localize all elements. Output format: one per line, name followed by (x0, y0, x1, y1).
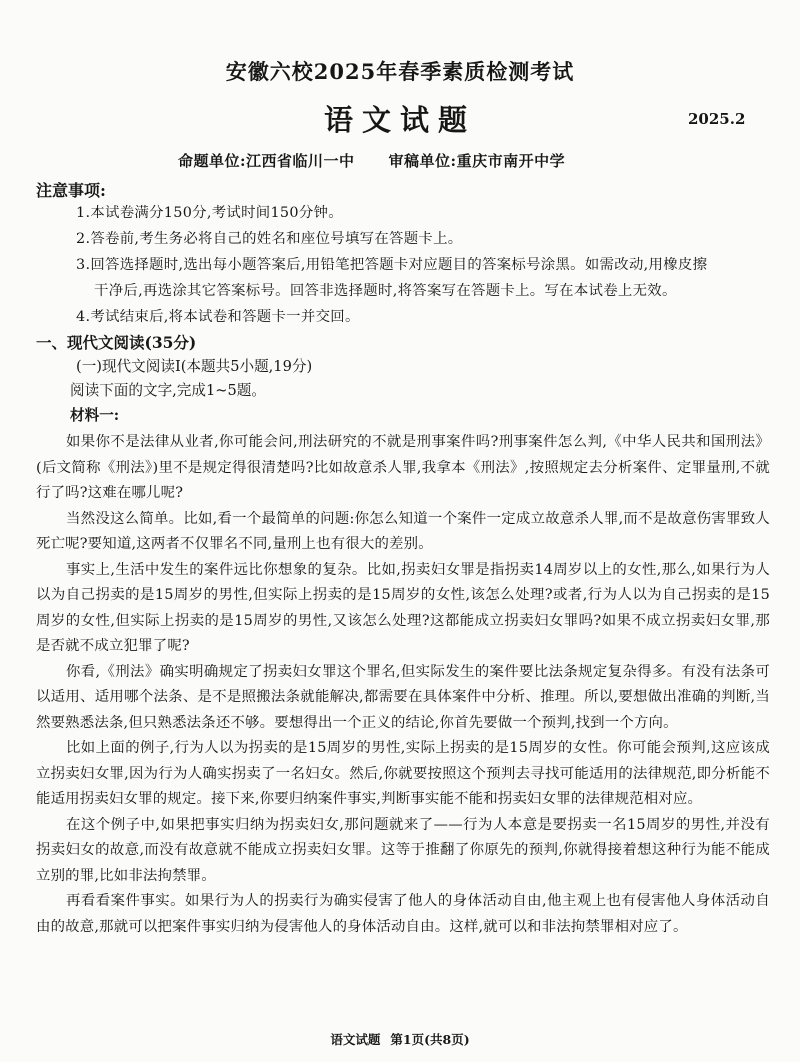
passage-paragraph: 再看看案件事实。如果行为人的拐卖行为确实侵害了他人的身体活动自由,他主观上也有侵害他人身体活动自由的故意,那就可以把案件事实归纳为侵害他人的身体活动自由。这样,就可以和非法拘禁罪相对应了。 (36, 893, 770, 935)
setter-units (178, 150, 565, 171)
notice-item: 3.回答选择题时,选出每小题答案后,用铅笔把答题卡对应题目的答案标号涂黑。如需改动,用橡皮擦 (76, 257, 708, 273)
page-title: 语文试题 (323, 103, 476, 137)
passage-paragraph: 如果你不是法律从业者,你可能会问,刑法研究的不就是刑事案件吗?刑事案件怎么判,《中华人民共和国刑法》(后文简称《刑法》)里不是规定得很清楚吗?比如故意杀人罪,我拿本《刑法》,按照规定去分析案件、定罪量刑,不就行了吗?这难在哪儿呢? (36, 434, 770, 501)
notice-item-continuation: 干净后,再选涂其它答案标号。回答非选择题时,将答案写在答题卡上。写在本试卷上无效。 (94, 283, 677, 299)
notice-item: 2.答卷前,考生务必将自己的姓名和座位号填写在答题卡上。 (76, 231, 463, 247)
exam-name: 安徽六校2025年春季素质检测考试 (225, 59, 575, 84)
notice-item: 4.考试结束后,将本试卷和答题卡一并交回。 (76, 309, 360, 325)
footer-subject: 语文试题 (330, 1032, 381, 1047)
passage-paragraph: 事实上,生活中发生的案件远比你想象的复杂。比如,拐卖妇女罪是指拐卖14周岁以上的女性,那么,如果行为人以为自己拐卖的是15周岁的男性,但实际上拐卖的是15周岁的女性,该怎么处理?或者,行为人以为自己拐卖的是15周岁的女性,但实际上拐卖的是15周岁的男性,又该怎么处理?这都能成立拐卖妇女罪吗?如果不成立拐卖妇女罪,那是否就不成立犯罪了呢? (36, 561, 770, 654)
section-heading: 一、现代文阅读(35分) (36, 333, 197, 352)
notice-list (76, 200, 766, 330)
page-number: 第1页(共8页) (390, 1032, 470, 1047)
notice-item: 1.本试卷满分150分,考试时间150分钟。 (76, 205, 343, 221)
proposer-unit: 命题单位:江西省临川一中 (178, 152, 355, 170)
page-footer (0, 1030, 800, 1048)
passage (36, 430, 770, 940)
passage-paragraph: 比如上面的例子,行为人以为拐卖的是15周岁的男性,实际上拐卖的是15周岁的女性。你可能会预判,这应该成立拐卖妇女罪,因为行为人确实拐卖了一名妇女。然后,你就要按照这个预判去寻找可能适用的法律规范,即分析能不能适用拐卖妇女罪的规定。接下来,你要归纳案件事实,判断事实能不能和拐卖妇女罪的法律规范相对应。 (36, 740, 770, 807)
notice-heading: 注意事项: (36, 181, 106, 200)
passage-paragraph: 当然没这么简单。比如,看一个最简单的问题:你怎么知道一个案件一定成立故意杀人罪,而不是故意伤害罪致人死亡呢?要知道,这两者不仅罪名不同,量刑上也有很大的差别。 (36, 510, 770, 552)
exam-date: 2025.2 (688, 110, 746, 128)
passage-paragraph: 在这个例子中,如果把事实归纳为拐卖妇女,那问题就来了——行为人本意是要拐卖一名15周岁的男性,并没有拐卖妇女的故意,而没有故意就不能成立拐卖妇女罪。这等于推翻了你原先的预判,你就得接着想这种行为能不能成立别的罪,比如非法拘禁罪。 (36, 816, 770, 884)
passage-paragraph: 你看,《刑法》确实明确规定了拐卖妇女罪这个罪名,但实际发生的案件要比法条规定复杂得多。有没有法条可以适用、适用哪个法条、是不是照搬法条就能解决,都需要在具体案件中分析、推理。所以,要想做出准确的判断,当然要熟悉法条,但只熟悉法条还不够。要想得出一个正义的结论,你首先要做一个预判,找到一个方向。 (36, 663, 770, 731)
material-label: 材料一: (70, 407, 120, 424)
reviewer-unit: 审稿单位:重庆市南开中学 (388, 152, 566, 170)
reading-instruction: 阅读下面的文字,完成1~5题。 (70, 382, 266, 399)
sub-section-heading: (一)现代文阅读Ⅰ(本题共5小题,19分) (76, 358, 313, 375)
